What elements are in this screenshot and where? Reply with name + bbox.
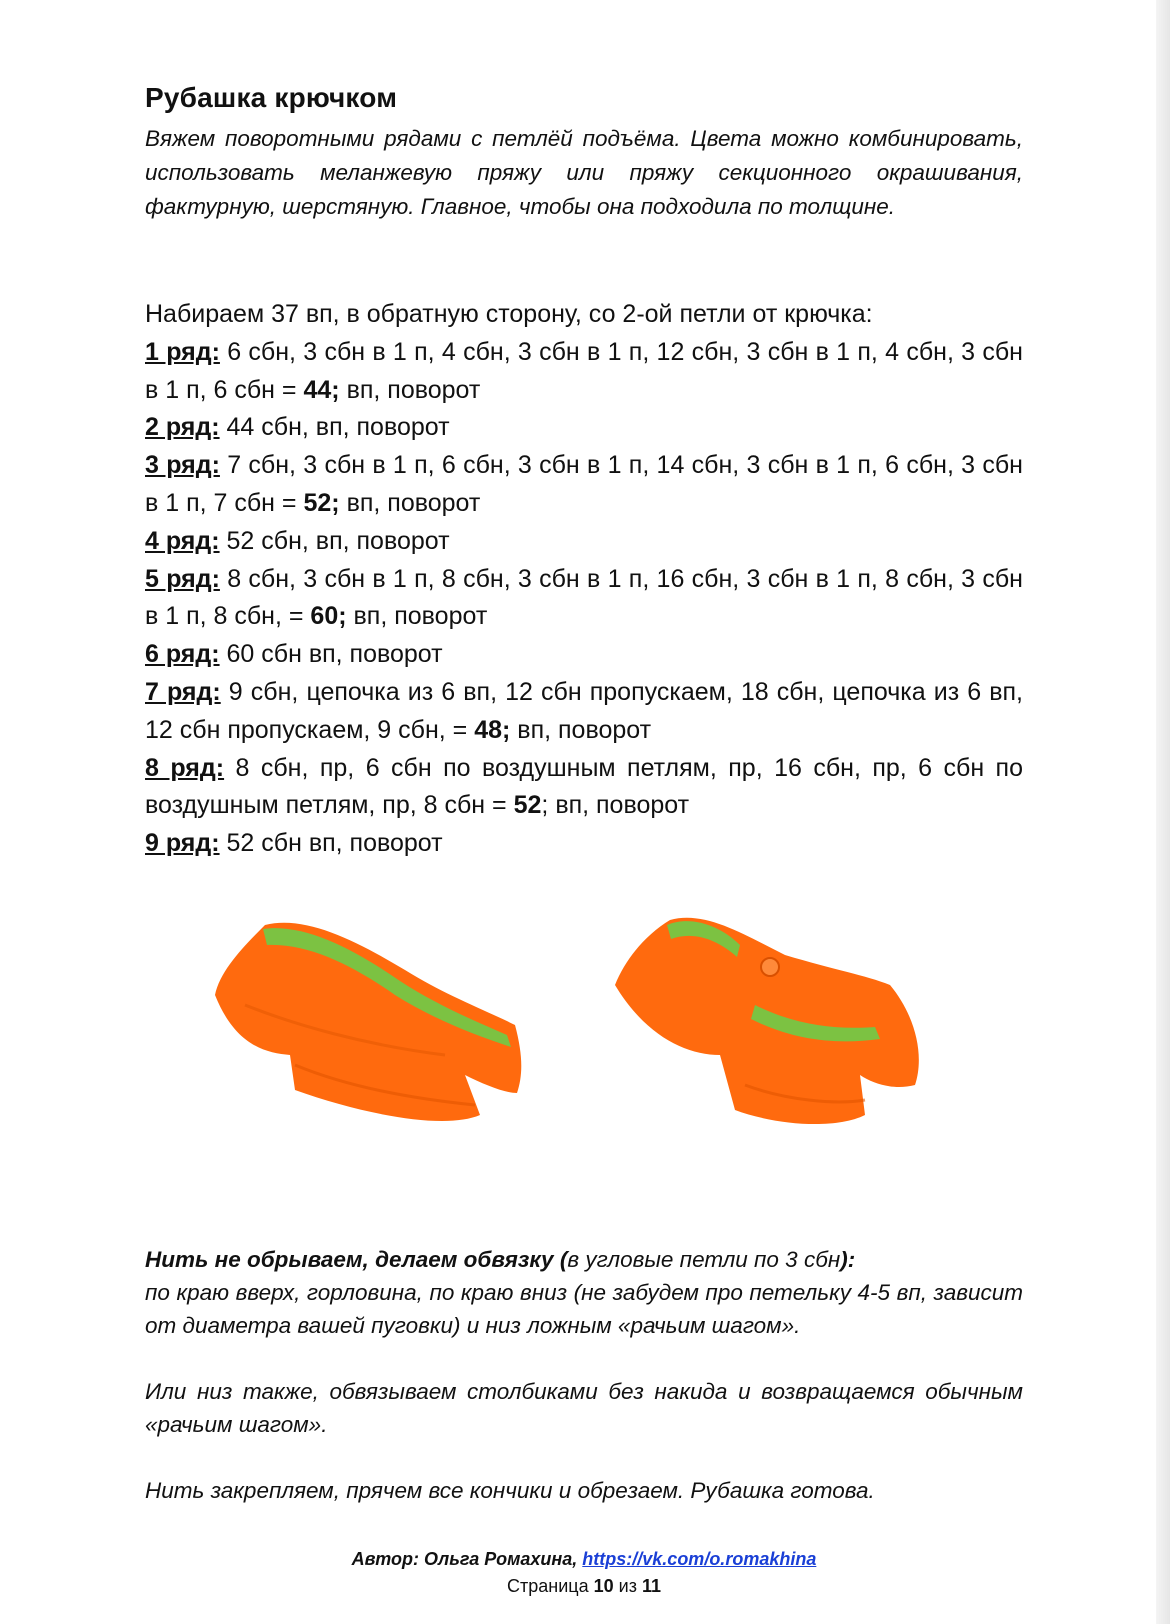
row-text: 60 сбн вп, поворот — [219, 640, 443, 669]
row-6 — [145, 636, 1023, 674]
shirt-photos — [145, 915, 1023, 1175]
row-label: 5 ряд: — [145, 564, 220, 593]
row-tail: вп, поворот — [510, 715, 652, 744]
row-text: 8 сбн, 3 сбн в 1 п, 8 сбн, 3 сбн в 1 п, 16 сбн, 3 сбн в 1 п, 8 сбн, 3 сбн в 1 п, 8 сбн, = — [145, 564, 1023, 631]
author-line — [145, 1546, 1023, 1573]
author-label: Автор: Ольга Ромахина, — [351, 1549, 583, 1569]
finish-lead — [145, 1243, 1023, 1276]
finish-paragraph-2: Или низ также, обвязываем столбиками без накида и возвращаемся обычным «рачьим шагом». — [145, 1379, 1023, 1437]
finishing-instructions — [145, 1243, 1023, 1507]
row-label: 1 ряд: — [145, 337, 220, 366]
row-2 — [145, 409, 1023, 447]
row-8 — [145, 750, 1023, 826]
shirt-button — [761, 958, 779, 976]
row-4 — [145, 523, 1023, 561]
page-current: 10 — [593, 1576, 614, 1596]
row-label: 9 ряд: — [145, 829, 220, 858]
row-total: 52; — [303, 488, 340, 517]
row-tail: вп, поворот — [339, 375, 481, 404]
shirt-photo-front — [615, 918, 919, 1124]
row-total: 52 — [513, 791, 542, 820]
page-mid: из — [613, 1576, 642, 1596]
row-total: 44; — [303, 375, 340, 404]
row-total: 60; — [310, 602, 347, 631]
finish-paragraph-3: Нить закрепляем, прячем все кончики и обрезаем. Рубашка готова. — [145, 1478, 875, 1503]
paragraph-gap — [145, 1342, 1023, 1375]
finish-paragraph-1: по краю вверх, горловина, по краю вниз (не забудем про петельку 4-5 вп, зависит от диаметра вашей пуговки) и низ ложным «рачьим шагом». — [145, 1280, 1023, 1338]
page-prefix: Страница — [507, 1576, 594, 1596]
row-label: 8 ряд: — [145, 753, 225, 782]
row-text: 44 сбн, вп, поворот — [219, 413, 450, 442]
finish-lead-normal: в угловые петли по 3 сбн — [567, 1247, 841, 1272]
row-label: 6 ряд: — [145, 640, 220, 669]
row-5 — [145, 561, 1023, 637]
page-footer — [145, 1546, 1023, 1600]
row-tail: вп, поворот — [339, 488, 481, 517]
row-1 — [145, 334, 1023, 410]
shirt-photo-back — [215, 923, 521, 1121]
row-7 — [145, 674, 1023, 750]
row-tail: вп, поворот — [346, 602, 488, 631]
intro-paragraph: Вяжем поворотными рядами с петлёй подъёма. Цвета можно комбинировать, использовать меланжевую пряжу или пряжу секционного окрашивания, фактурную, шерстяную. Главное, чтобы она подходила по толщине. — [145, 126, 1023, 219]
finish-lead-bold: Нить не обрываем, делаем обвязку ( — [145, 1247, 568, 1272]
row-3 — [145, 447, 1023, 523]
row-label: 3 ряд: — [145, 451, 220, 480]
row-text: 7 сбн, 3 сбн в 1 п, 6 сбн, 3 сбн в 1 п, 14 сбн, 3 сбн в 1 п, 6 сбн, 3 сбн в 1 п, 7 сбн = — [145, 451, 1023, 517]
row-9 — [145, 825, 1023, 863]
row-label: 2 ряд: — [145, 413, 220, 442]
row-text: 9 сбн, цепочка из 6 вп, 12 сбн пропускаем, 18 сбн, цепочка из 6 вп, 12 сбн пропускаем, 9 сбн, = — [145, 677, 1023, 744]
author-link[interactable]: https://vk.com/o.romakhina — [582, 1549, 817, 1569]
row-text: 52 сбн, вп, поворот — [219, 526, 450, 555]
row-label: 7 ряд: — [145, 677, 221, 706]
row-total: 48; — [474, 715, 511, 744]
row-text: 52 сбн вп, поворот — [219, 829, 443, 858]
row-text: 8 сбн, пр, 6 сбн по воздушным петлям, пр, 16 сбн, пр, 6 сбн по воздушным петлям, пр, 8 сбн = — [145, 753, 1024, 820]
pattern-instructions — [145, 296, 1023, 863]
page-title: Рубашка крючком — [145, 82, 398, 113]
page-edge-shadow — [1156, 0, 1170, 1624]
page-number — [145, 1573, 1023, 1600]
row-label: 4 ряд: — [145, 526, 220, 555]
cast-on-line: Набираем 37 вп, в обратную сторону, со 2-ой петли от крючка: — [145, 300, 873, 328]
page-total: 11 — [641, 1576, 661, 1596]
row-tail: ; вп, поворот — [541, 791, 690, 820]
finish-lead-close: ): — [840, 1247, 856, 1272]
paragraph-gap — [145, 1441, 1023, 1474]
row-text: 6 сбн, 3 сбн в 1 п, 4 сбн, 3 сбн в 1 п, 12 сбн, 3 сбн в 1 п, 4 сбн, 3 сбн в 1 п, 6 сбн = — [145, 337, 1023, 404]
